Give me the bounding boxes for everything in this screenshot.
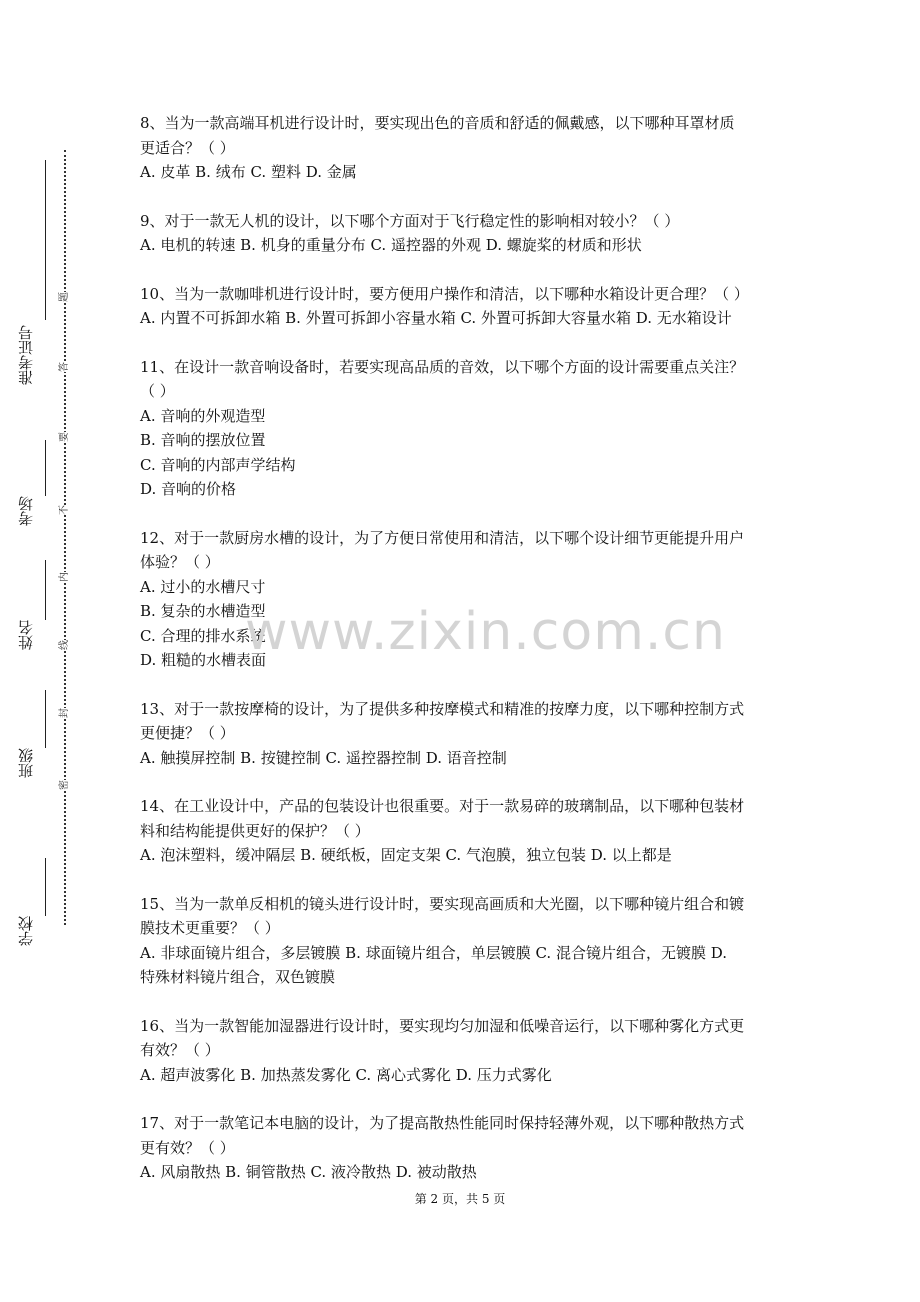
field-name-label: 姓名 bbox=[17, 620, 35, 650]
question-text: 12、对于一款厨房水槽的设计，为了方便日常使用和清洁，以下哪个设计细节更能提升用户 bbox=[140, 528, 745, 547]
question-options: A. 非球面镜片组合，多层镀膜 B. 球面镜片组合，单层镀膜 C. 混合镜片组合，无镀膜 D. bbox=[140, 943, 727, 962]
seal-char: 内 bbox=[59, 572, 70, 582]
question-item bbox=[140, 892, 790, 990]
question-text: 体验？（ ） bbox=[140, 553, 220, 571]
seal-char: 题 bbox=[59, 292, 70, 302]
seal-char: 封 bbox=[59, 708, 70, 718]
question-options: A. 触摸屏控制 B. 按键控制 C. 遥控器控制 D. 语音控制 bbox=[140, 748, 507, 767]
question-options: A. 风扇散热 B. 铜管散热 C. 液冷散热 D. 被动散热 bbox=[140, 1163, 477, 1181]
question-text: 10、当为一款咖啡机进行设计时，要方便用户操作和清洁，以下哪种水箱设计更合理？（ ） bbox=[140, 284, 749, 303]
seal-char: 线 bbox=[59, 640, 70, 650]
question-text: 料和结构能提供更好的保护？（ ） bbox=[140, 821, 370, 840]
question-list bbox=[140, 111, 790, 1209]
field-exam-room-label: 考场 bbox=[17, 496, 35, 526]
field-class-line[interactable] bbox=[45, 690, 46, 748]
question-options: D. 音响的价格 bbox=[140, 480, 237, 498]
seal-char: 答 bbox=[59, 362, 70, 372]
question-text: 更适合？（ ） bbox=[140, 138, 235, 157]
question-options: A. 电机的转速 B. 机身的重量分布 C. 遥控器的外观 D. 螺旋桨的材质和形状 bbox=[140, 236, 642, 254]
question-text: 膜技术更重要？（ ） bbox=[140, 919, 280, 937]
question-options: B. 音响的摆放位置 bbox=[140, 431, 266, 449]
field-school-label: 学校 bbox=[17, 916, 35, 946]
question-text: 14、在工业设计中，产品的包装设计也很重要。对于一款易碎的玻璃制品，以下哪种包装材 bbox=[140, 797, 745, 815]
question-text: 13、对于一款按摩椅的设计，为了提供多种按摩模式和精准的按摩力度，以下哪种控制方式 bbox=[140, 699, 745, 718]
question-item bbox=[140, 1014, 790, 1088]
question-text: 更便捷？（ ） bbox=[140, 724, 235, 742]
question-options: A. 皮革 B. 绒布 C. 塑料 D. 金属 bbox=[140, 163, 357, 181]
question-options: B. 复杂的水槽造型 bbox=[140, 602, 266, 620]
question-options: C. 音响的内部声学结构 bbox=[140, 455, 296, 474]
question-item bbox=[140, 209, 790, 258]
question-text: 更有效？（ ） bbox=[140, 1138, 235, 1157]
field-ticket-number bbox=[14, 160, 38, 420]
field-ticket-number-line[interactable] bbox=[45, 160, 46, 320]
field-name bbox=[14, 560, 38, 670]
question-options: C. 合理的排水系统 bbox=[140, 626, 266, 645]
question-item bbox=[140, 697, 790, 771]
seal-char: 密 bbox=[59, 780, 70, 790]
question-options: A. 内置不可拆卸水箱 B. 外置可拆卸小容量水箱 C. 外置可拆卸大容量水箱 D. 无水箱设计 bbox=[140, 309, 732, 327]
field-school bbox=[14, 858, 38, 950]
field-ticket-number-label: 准考证号 bbox=[17, 325, 35, 385]
question-item bbox=[140, 111, 790, 185]
binding-margin bbox=[0, 0, 70, 1302]
field-school-line[interactable] bbox=[45, 858, 46, 916]
question-text: 15、当为一款单反相机的镜头进行设计时，要实现高画质和大光圈，以下哪种镜片组合和镀 bbox=[140, 894, 745, 913]
field-exam-room-line[interactable] bbox=[45, 440, 46, 496]
field-exam-room bbox=[14, 440, 38, 545]
question-text: 9、对于一款无人机的设计，以下哪个方面对于飞行稳定性的影响相对较小？（ ） bbox=[140, 211, 680, 230]
question-options: A. 泡沫塑料，缓冲隔层 B. 硬纸板，固定支架 C. 气泡膜，独立包装 D. 以上都是 bbox=[140, 846, 672, 864]
question-text: 8、当为一款高端耳机进行设计时，要实现出色的音质和舒适的佩戴感，以下哪种耳罩材质 bbox=[140, 114, 735, 132]
page-footer: 第 2 页，共 5 页 bbox=[414, 1192, 506, 1206]
field-name-line[interactable] bbox=[45, 560, 46, 620]
question-item bbox=[140, 526, 790, 673]
field-class bbox=[14, 690, 38, 790]
question-text: 17、对于一款笔记本电脑的设计，为了提高散热性能同时保持轻薄外观，以下哪种散热方式 bbox=[140, 1114, 745, 1132]
question-item bbox=[140, 794, 790, 868]
question-options: D. 粗糙的水槽表面 bbox=[140, 651, 267, 669]
question-options: A. 超声波雾化 B. 加热蒸发雾化 C. 离心式雾化 D. 压力式雾化 bbox=[140, 1065, 552, 1084]
question-text: 16、当为一款智能加湿器进行设计时，要实现均匀加湿和低噪音运行，以下哪种雾化方式更 bbox=[140, 1016, 745, 1035]
question-text: （ ） bbox=[140, 382, 175, 400]
question-item bbox=[140, 282, 790, 331]
field-class-label: 班级 bbox=[17, 748, 35, 778]
question-options: A. 音响的外观造型 bbox=[140, 406, 266, 425]
question-options: 特殊材料镜片组合，双色镀膜 bbox=[140, 968, 336, 986]
question-text: 有效？（ ） bbox=[140, 1041, 220, 1059]
watermark: www.zixin.com.cn bbox=[245, 602, 726, 662]
seal-char: 要 bbox=[59, 432, 70, 442]
seal-line bbox=[64, 150, 66, 925]
question-text: 11、在设计一款音响设备时，若要实现高品质的音效，以下哪个方面的设计需要重点关注？ bbox=[140, 357, 745, 376]
seal-char: 不 bbox=[59, 505, 70, 515]
question-item bbox=[140, 355, 790, 502]
question-item bbox=[140, 1111, 790, 1185]
question-options: A. 过小的水槽尺寸 bbox=[140, 577, 266, 596]
